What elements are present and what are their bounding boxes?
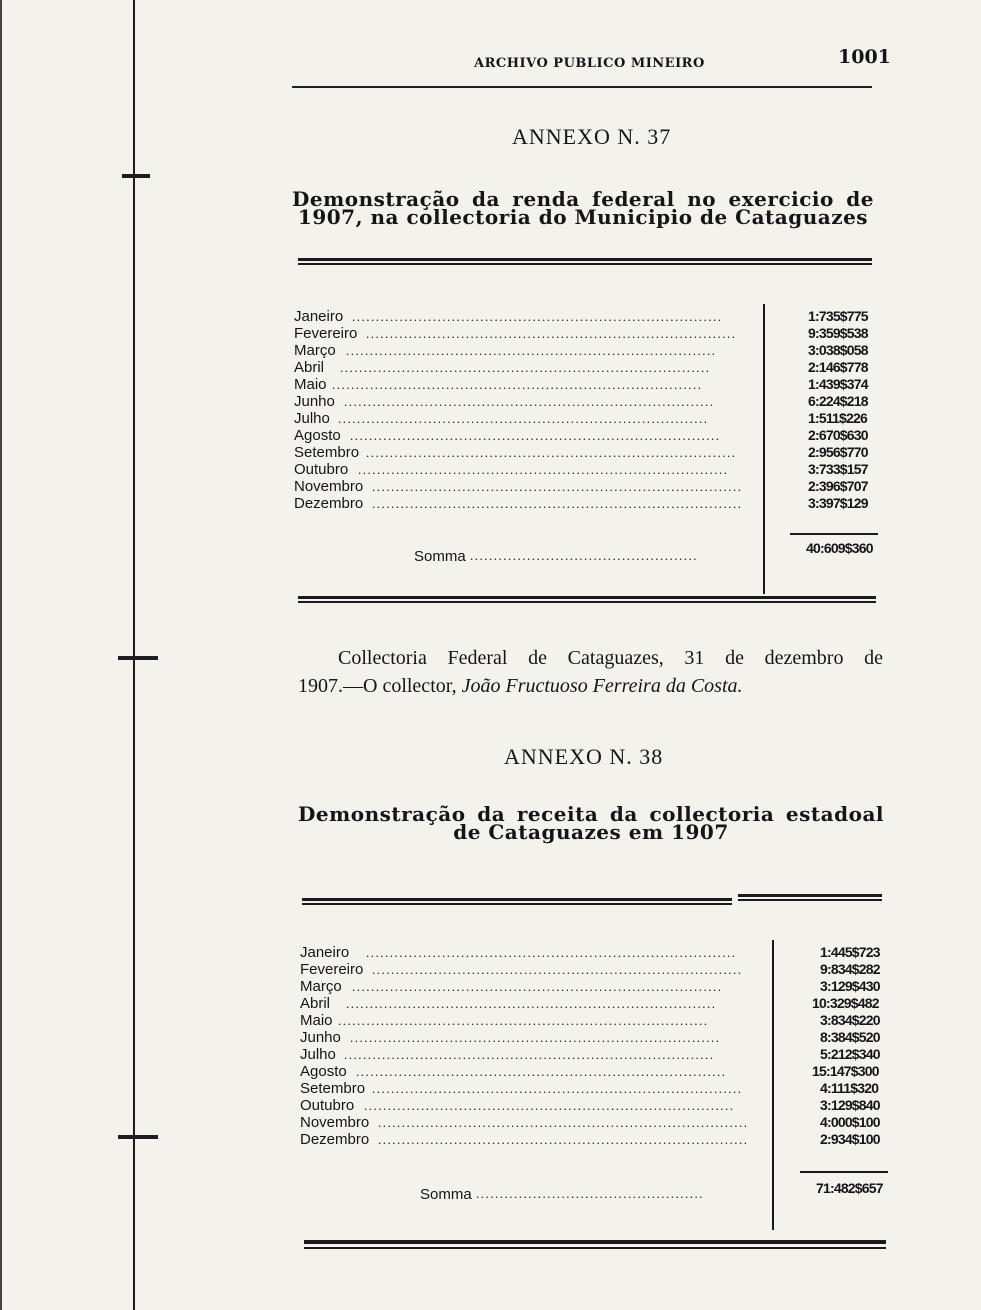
annex-38-total-value: 71:482$657 (816, 1180, 883, 1196)
table-row: Maio .............................................................................. 1:439$374 (294, 376, 868, 393)
month-label: Setembro (294, 444, 360, 461)
table-row: Setembro .............................................................................. 2:956$770 (294, 444, 868, 461)
month-value: 3:397$129 (808, 495, 868, 511)
table-row: Agosto .............................................................................. 2:670$630 (294, 427, 868, 444)
annex-38-statement-line1: Demonstração da receita da collectoria estadoal (298, 802, 884, 826)
table-row: Dezembro .............................................................................. 2:934$100 (300, 1131, 880, 1148)
annex-38-bottom-rule (304, 1240, 886, 1249)
month-value: 3:129$430 (820, 978, 880, 994)
annex-37-statement-line1: Demonstração da renda federal no exercicio de (292, 187, 874, 211)
annex-38-statement (298, 802, 884, 844)
margin-tick (118, 656, 158, 660)
month-value: 8:384$520 (820, 1029, 880, 1045)
table-row: Fevereiro .............................................................................. 9:359$538 (294, 325, 868, 342)
colophon-line1: Collectoria Federal de Cataguazes, 31 de dezembro de (338, 647, 883, 669)
month-value: 3:129$840 (820, 1097, 880, 1113)
month-value: 9:359$538 (808, 325, 868, 341)
annex-37-table (294, 308, 884, 518)
annex-37-total-label: Somma (414, 548, 466, 565)
page-number: 1001 (838, 46, 891, 68)
month-value: 15:147$300 (812, 1063, 879, 1079)
colophon-line2: 1907.—O collector, (298, 675, 457, 697)
table-row: Junho .............................................................................. 6:224$218 (294, 393, 868, 410)
month-value: 9:834$282 (820, 961, 880, 977)
month-label: Maio (300, 1012, 333, 1029)
month-value: 2:934$100 (820, 1131, 880, 1147)
month-label: Maio (294, 376, 327, 393)
month-label: Julho (294, 410, 330, 427)
month-label: Fevereiro (294, 325, 358, 342)
month-label: Outubro (294, 461, 349, 478)
month-value: 1:735$775 (808, 308, 868, 324)
annex-38-title: ANNEXO N. 38 (504, 744, 664, 769)
table-row: Fevereiro .............................................................................. 9:834$282 (300, 961, 880, 978)
annex-37-column-rule (763, 304, 765, 594)
month-label: Setembro (300, 1080, 366, 1097)
month-value: 4:111$320 (820, 1080, 879, 1096)
table-row: Novembro .............................................................................. 2:396$707 (294, 478, 868, 495)
month-value: 1:511$226 (808, 410, 867, 426)
month-value: 5:212$340 (820, 1046, 880, 1062)
month-label: Fevereiro (300, 961, 364, 978)
month-value: 2:956$770 (808, 444, 868, 460)
annex-38-table (300, 944, 890, 1154)
margin-tick (118, 1135, 158, 1139)
month-label: Outubro (300, 1097, 355, 1114)
annex-37-top-rule (298, 258, 872, 265)
table-row: Janeiro .............................................................................. 1:445$723 (300, 944, 880, 961)
annex-37-statement (292, 187, 874, 229)
month-label: Janeiro (294, 308, 344, 325)
month-label: Junho (294, 393, 335, 410)
table-row: Dezembro .............................................................................. 3:397$129 (294, 495, 868, 512)
left-edge-line (0, 0, 2, 1310)
month-label: Junho (300, 1029, 341, 1046)
table-row: Abril .............................................................................. 2:146$778 (294, 359, 868, 376)
annex-37-title: ANNEXO N. 37 (512, 124, 672, 149)
month-label: Dezembro (300, 1131, 370, 1148)
collector-signature: João Fructuoso Ferreira da Costa. (461, 675, 743, 697)
annex-37-bottom-rule (298, 596, 876, 603)
month-label: Abril (300, 995, 331, 1012)
month-label: Julho (300, 1046, 336, 1063)
margin-tick (122, 174, 150, 178)
annex-38-top-rule (302, 898, 732, 905)
month-value: 2:396$707 (808, 478, 868, 494)
month-label: Janeiro (300, 944, 350, 961)
annex-37-total-value: 40:609$360 (806, 540, 873, 556)
table-row: Março .............................................................................. 3:038$058 (294, 342, 868, 359)
month-value: 2:146$778 (808, 359, 868, 375)
annex-38-statement-line2: de Cataguazes em 1907 (453, 820, 729, 844)
month-value: 1:445$723 (820, 944, 880, 960)
month-label: Novembro (294, 478, 364, 495)
month-value: 10:329$482 (812, 995, 879, 1011)
table-row: Junho .............................................................................. 8:384$520 (300, 1029, 880, 1046)
table-row: Outubro .............................................................................. 3:733$157 (294, 461, 868, 478)
month-value: 2:670$630 (808, 427, 868, 443)
binding-margin-line (133, 0, 135, 1310)
annex-38-sum-rule (800, 1171, 888, 1173)
collectoria-colophon (298, 644, 883, 700)
month-label: Abril (294, 359, 325, 376)
month-label: Março (300, 978, 342, 995)
table-row: Março .............................................................................. 3:129$430 (300, 978, 880, 995)
table-row: Julho .............................................................................. 1:511$226 (294, 410, 867, 427)
table-row: Agosto .............................................................................. 15:147$300 (300, 1063, 879, 1080)
month-label: Novembro (300, 1114, 370, 1131)
month-value: 3:733$157 (808, 461, 868, 477)
month-label: Dezembro (294, 495, 364, 512)
table-row: Setembro .............................................................................. 4:111$320 (300, 1080, 879, 1097)
annex-37-sum-rule (790, 533, 878, 535)
month-value: 3:834$220 (820, 1012, 880, 1028)
table-row: Julho .............................................................................. 5:212$340 (300, 1046, 880, 1063)
annex-38-top-rule-right (738, 894, 882, 901)
running-head: ARCHIVO PUBLICO MINEIRO (474, 56, 705, 71)
table-row: Janeiro .............................................................................. 1:735$775 (294, 308, 868, 325)
month-value: 1:439$374 (808, 376, 868, 392)
month-label: Agosto (294, 427, 341, 444)
annex-37-statement-line2: 1907, na collectoria do Municipio de Cataguazes (297, 205, 869, 229)
month-label: Agosto (300, 1063, 347, 1080)
annex-38-column-rule (772, 940, 774, 1230)
month-label: Março (294, 342, 336, 359)
table-row: Novembro .............................................................................. 4:000$100 (300, 1114, 880, 1131)
month-value: 3:038$058 (808, 342, 868, 358)
annex-38-total-label: Somma (420, 1186, 472, 1203)
month-value: 6:224$218 (808, 393, 868, 409)
table-row: Maio .............................................................................. 3:834$220 (300, 1012, 880, 1029)
month-value: 4:000$100 (820, 1114, 880, 1130)
table-row: Abril .............................................................................. 10:329$482 (300, 995, 879, 1012)
table-row: Outubro .............................................................................. 3:129$840 (300, 1097, 880, 1114)
header-rule (292, 86, 872, 88)
